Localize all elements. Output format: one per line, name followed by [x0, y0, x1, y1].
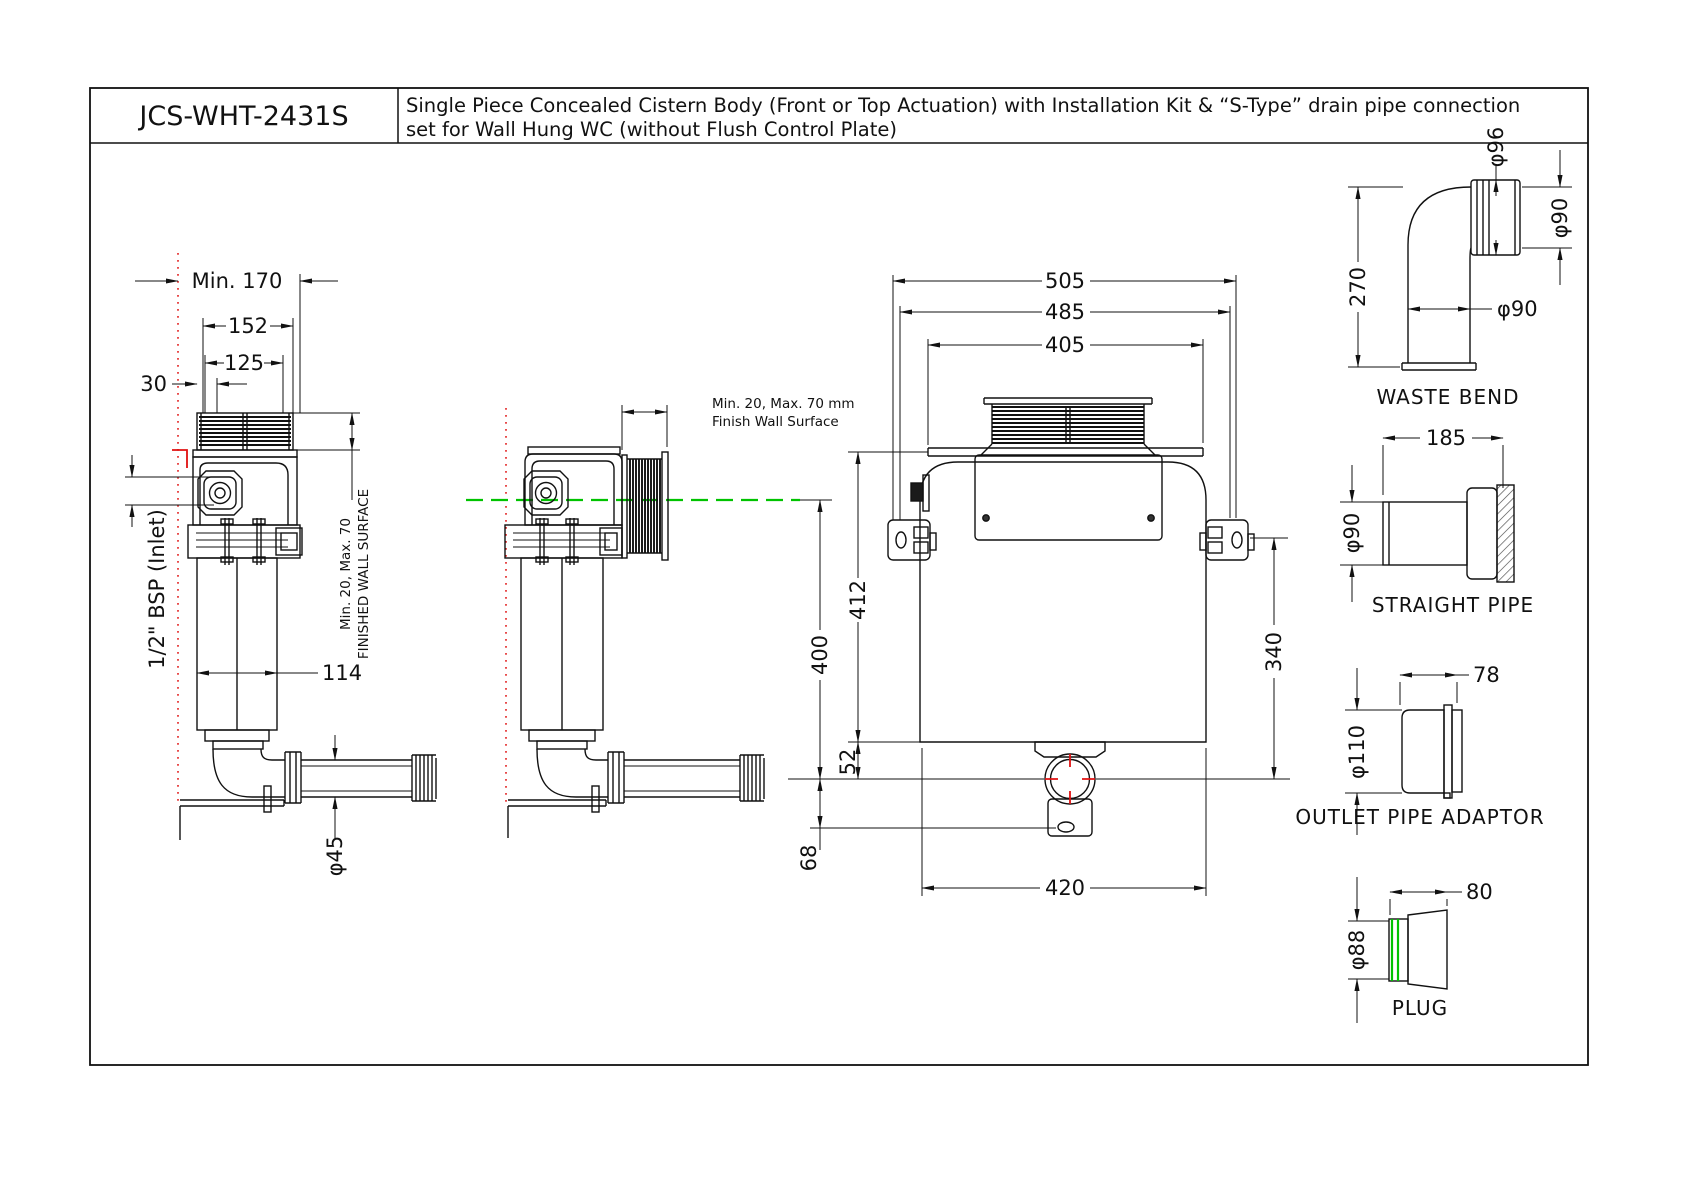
plug-label: PLUG — [1391, 996, 1449, 1020]
dim-68: 68 — [797, 844, 821, 872]
waste-bend-part — [1346, 127, 1572, 409]
dim-400: 400 — [808, 634, 832, 676]
sheet-frame — [90, 88, 1588, 1065]
tank-and-outlet-side-2 — [508, 558, 764, 838]
straight-pipe-label: STRAIGHT PIPE — [1371, 593, 1535, 617]
dim-phi90-socket: φ90 — [1548, 197, 1572, 239]
dim-phi90-pipe: φ90 — [1497, 297, 1538, 321]
dim-420: 420 — [1044, 876, 1086, 900]
outlet-pipe-adaptor-part — [1295, 663, 1544, 835]
outlet-pipe-adaptor-label: OUTLET PIPE ADAPTOR — [1295, 805, 1545, 829]
wall-note-mm-2: Finish Wall Surface — [712, 414, 839, 430]
dim-125: 125 — [223, 351, 265, 375]
left-mounting-bracket — [888, 520, 936, 560]
center-side-view — [466, 396, 855, 838]
straight-pipe-dimensions — [1340, 438, 1503, 602]
dim-505: 505 — [1044, 269, 1086, 293]
front-view — [788, 269, 1290, 900]
cistern-body-side-2 — [524, 447, 622, 525]
dim-185: 185 — [1425, 426, 1467, 450]
model-code: JCS-WHT-2431S — [139, 101, 349, 132]
dim-340: 340 — [1262, 631, 1286, 673]
cistern-body-side — [193, 457, 297, 525]
dim-phi90-straight: φ90 — [1340, 512, 1364, 554]
dim-114: 114 — [322, 661, 363, 685]
dim-phi96: φ96 — [1484, 126, 1508, 168]
tank-and-outlet-side — [180, 558, 436, 840]
dim-80: 80 — [1466, 880, 1493, 904]
dim-405: 405 — [1044, 333, 1086, 357]
waste-bend-drawing — [1402, 180, 1520, 370]
dim-412: 412 — [846, 579, 870, 621]
dim-phi45: φ45 — [323, 835, 347, 877]
protection-sleeve-side — [193, 413, 297, 457]
cistern-body-front — [920, 448, 1206, 742]
left-side-view — [125, 253, 436, 876]
dim-52: 52 — [836, 748, 860, 776]
wall-note-2: FINISHED WALL SURFACE — [356, 488, 372, 660]
plug-part — [1345, 877, 1493, 1023]
dim-270: 270 — [1346, 266, 1370, 308]
inlet-label: 1/2" BSP (Inlet) — [145, 509, 169, 669]
waste-bend-label: WASTE BEND — [1376, 385, 1520, 409]
dim-min-170: Min. 170 — [191, 269, 283, 293]
description-line-1: Single Piece Concealed Cistern Body (Front or Top Actuation) with Installation Kit & “S-Type” drain pipe connection — [406, 94, 1521, 117]
waste-bend-dimensions — [1348, 150, 1572, 367]
red-reference-mark — [172, 450, 187, 468]
outlet-pipe-adaptor-drawing — [1402, 705, 1462, 798]
dim-phi88: φ88 — [1345, 929, 1369, 971]
right-mounting-bracket — [1200, 520, 1254, 560]
straight-pipe-part — [1340, 426, 1534, 617]
straight-pipe-drawing — [1383, 485, 1514, 582]
plug-seal-rings — [1392, 919, 1398, 981]
center-view-dimensions — [622, 405, 667, 450]
dim-phi110: φ110 — [1345, 725, 1369, 779]
dim-78: 78 — [1473, 663, 1500, 687]
dim-30: 30 — [140, 372, 167, 396]
protection-sleeve-side-2 — [622, 452, 668, 560]
dim-152: 152 — [227, 314, 269, 338]
description-line-2: set for Wall Hung WC (without Flush Control Plate) — [406, 118, 897, 141]
wall-note-mm-1: Min. 20, Max. 70 mm — [712, 396, 855, 412]
dim-485: 485 — [1044, 300, 1086, 324]
wall-note-1: Min. 20, Max. 70 — [338, 518, 354, 630]
